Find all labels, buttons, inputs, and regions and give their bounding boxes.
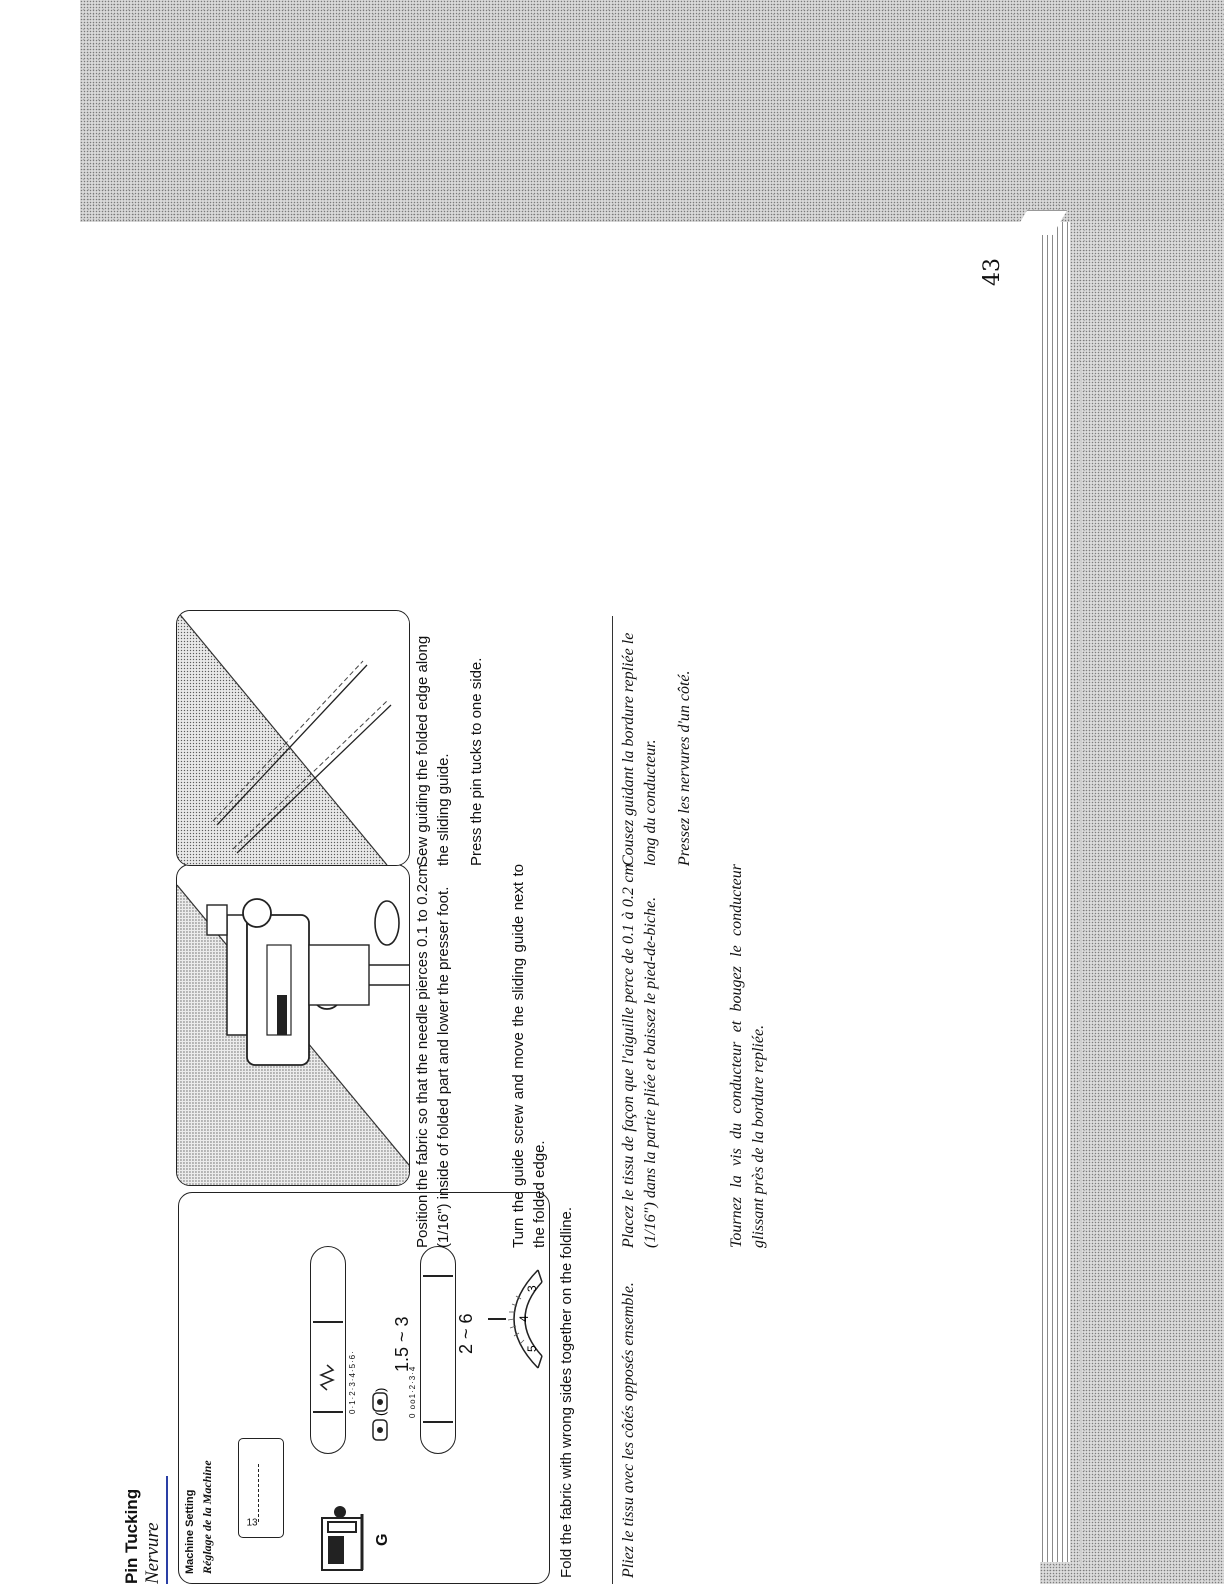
dial-indicator <box>423 1276 453 1278</box>
stitch-length-gauge-icon <box>484 1264 544 1374</box>
caption-press-tucks-french: Pressez les nervures d'un côté. <box>676 670 693 866</box>
gauge-mark: 3 <box>525 1285 539 1292</box>
needle-position-icons <box>368 1386 394 1442</box>
presser-foot-illustration <box>176 864 410 1186</box>
manual-page <box>80 244 1030 1584</box>
machine-setting-label-french: Réglage de la Machine <box>200 1460 214 1574</box>
dial-indicator <box>313 1412 343 1414</box>
svg-text:): ) <box>373 1387 388 1392</box>
section-title: Pin Tucking <box>122 1488 141 1584</box>
gauge-mark: 4 <box>517 1315 531 1322</box>
caption-press-tucks: Press the pin tucks to one side. <box>468 657 485 866</box>
pin-tucks-illustration <box>176 610 410 866</box>
caption-fold-fabric: Fold the fabric with wrong sides together on the foldline. <box>558 1206 575 1578</box>
length-scale: 0 oo1·2·3·4 <box>408 1365 417 1418</box>
gauge-mark: 5 <box>525 1345 539 1352</box>
svg-text:(: ( <box>373 1411 388 1416</box>
caption-sew-guiding-french: Cousez guidant la bordure repliée le long du conducteur. <box>620 632 659 866</box>
presser-foot-dash <box>258 1464 259 1522</box>
presser-foot-drawing <box>177 865 409 1185</box>
caption-turn-guide-screw: Turn the guide screw and move the sliding guide next to the folded edge. <box>510 864 548 1248</box>
language-divider <box>612 616 613 1584</box>
width-scale: 0·1·2·3·4·5·6· <box>348 1350 357 1414</box>
presser-foot-number: 13 <box>246 1517 258 1529</box>
zigzag-stitch-icon <box>318 1362 336 1392</box>
dial-indicator <box>313 1322 343 1324</box>
stitch-length-value: 2 ~ 6 <box>456 1313 476 1354</box>
caption-fold-fabric-french: Pliez le tissu avec les côtés opposés ensemble. <box>620 1282 637 1578</box>
stitch-width-dial <box>310 1246 346 1454</box>
caption-position-fabric-french: Placez le tissu de façon que l'aiguille perce de 0.1 à 0.2 cm (1/16") dans la partie pliée et baissez le pied-de-biche. <box>620 864 659 1248</box>
page-stack-edge <box>1040 222 1070 1562</box>
title-underline <box>166 1476 168 1584</box>
machine-setting-label: Machine Setting <box>184 1489 196 1574</box>
caption-position-fabric: Position the fabric so that the needle pierces 0.1 to 0.2cm (1/16") inside of folded part and lower the presser foot. <box>414 864 452 1248</box>
page-margin-line <box>1080 366 1082 1566</box>
dial-indicator <box>423 1422 453 1424</box>
sewing-machine-icon <box>314 1502 370 1574</box>
pin-tucks-drawing <box>177 611 409 865</box>
stitch-length-dial <box>420 1246 456 1454</box>
section-title-french: Nervure <box>142 1522 163 1584</box>
page-number: 43 <box>980 258 1005 286</box>
caption-turn-guide-screw-french: Tournez la vis du conducteur et bougez le conducteur glissant près de la bordure repliée. <box>728 864 767 1248</box>
stitch-width-value: 1.5 ~ 3 <box>392 1316 412 1372</box>
caption-sew-guiding: Sew guiding the folded edge along the sliding guide. <box>414 635 452 866</box>
scanned-background-top <box>80 0 1224 222</box>
foot-letter: G <box>374 1533 391 1546</box>
